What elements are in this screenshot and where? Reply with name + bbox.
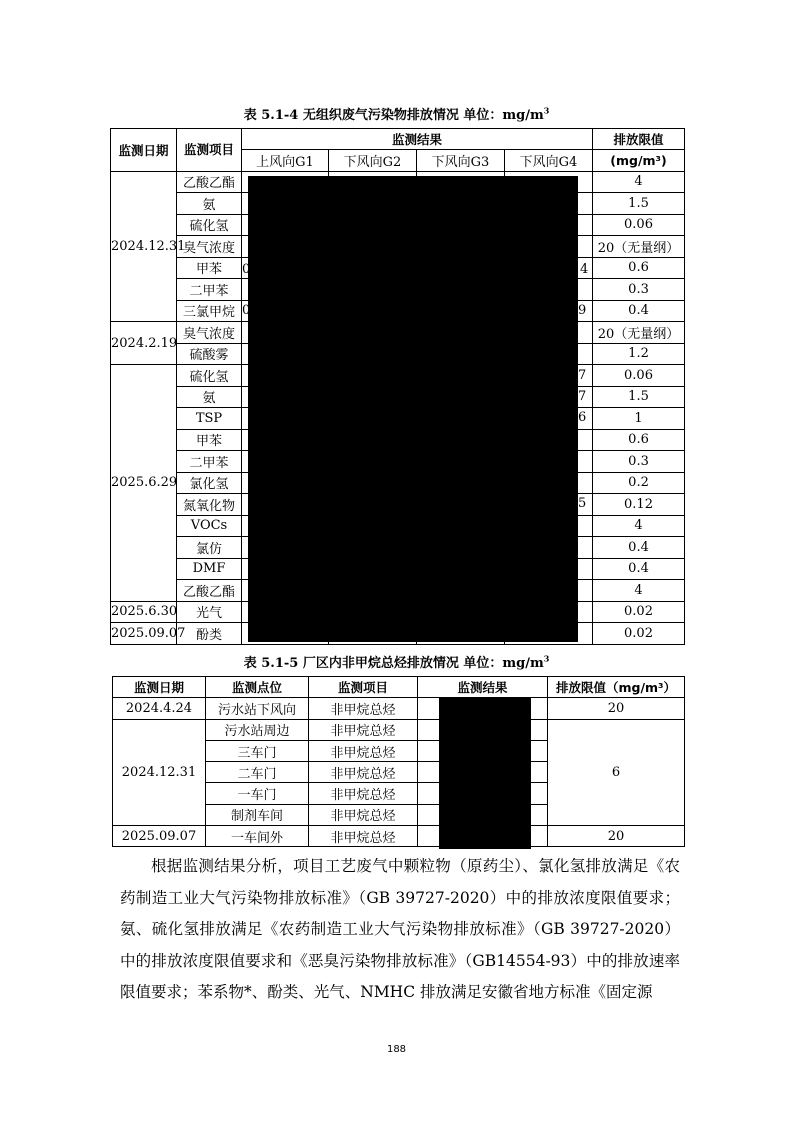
cell-limit: 6 [548,719,685,825]
cell-item: 非甲烷总烃 [309,719,418,740]
table1-caption-sup: 3 [543,105,550,116]
redaction-block-table1 [248,176,578,642]
cell-point: 一车间外 [206,826,309,847]
peek-digit: 7 [578,368,587,383]
cell-item: 光气 [177,601,242,623]
cell-limit: 1.2 [593,343,685,365]
cell-item: 二甲苯 [177,279,242,301]
peek-digit: 0 [242,262,251,277]
t2-header-item: 监测项目 [309,677,418,698]
cell-point: 污水站周边 [206,719,309,740]
peek-digit: 0 [242,303,251,318]
cell-limit: 0.4 [593,300,685,322]
cell-date: 2024.2.19 [111,322,177,365]
sub-header-g2: 下风向G2 [329,150,417,172]
cell-limit: 1.5 [593,193,685,215]
cell-limit: 20 [548,826,685,847]
peek-digit: 5 [578,496,587,511]
table2-caption-text: 表 5.1-5 厂区内非甲烷总烃排放情况 单位：mg/m [243,656,544,671]
cell-limit: 20（无量纲） [593,322,685,344]
cell-limit: 0.2 [593,472,685,494]
table1-caption [0,104,793,123]
cell-limit: 0.3 [593,279,685,301]
cell-point: 二车门 [206,762,309,783]
cell-item: 氯化氢 [177,472,242,494]
cell-item: 臭气浓度 [177,236,242,258]
peek-digit: 7 [578,389,587,404]
cell-item: 氨 [177,193,242,215]
nmhc-table [112,676,685,847]
cell-item: 非甲烷总烃 [309,783,418,804]
cell-item: 氯仿 [177,537,242,559]
cell-limit: 20 [548,698,685,719]
cell-item: DMF [177,558,242,580]
cell-limit: 1 [593,408,685,430]
cell-point: 三车门 [206,740,309,761]
col-header-result: 监测结果 [242,129,593,150]
cell-item: VOCs [177,515,242,537]
cell-limit: 0.02 [593,623,685,645]
sub-header-g3: 下风向G3 [417,150,505,172]
col-header-item: 监测项目 [177,129,242,172]
t2-header-date: 监测日期 [113,677,206,698]
cell-item: 硫化氢 [177,365,242,387]
cell-item: 非甲烷总烃 [309,740,418,761]
cell-point: 制剂车间 [206,804,309,825]
cell-limit: 0.3 [593,451,685,473]
table-row [113,719,685,740]
cell-item: 甲苯 [177,257,242,279]
cell-item: 非甲烷总烃 [309,804,418,825]
col-header-limit: 排放限值 [593,129,685,150]
table2-caption-sup: 3 [543,653,550,664]
table-row [113,698,685,719]
cell-point: 一车门 [206,783,309,804]
cell-limit: 0.02 [593,601,685,623]
cell-date: 2024.12.31 [113,719,206,825]
t2-header-result: 监测结果 [418,677,548,698]
cell-item: 非甲烷总烃 [309,762,418,783]
cell-limit: 0.4 [593,537,685,559]
cell-date: 2025.6.30 [111,601,177,623]
table-row [113,826,685,847]
sub-header-g4: 下风向G4 [505,150,593,172]
cell-limit: 0.4 [593,558,685,580]
cell-limit: 4 [593,580,685,602]
table2-caption [0,652,793,671]
cell-item: 酚类 [177,623,242,645]
cell-item: 甲苯 [177,429,242,451]
col-header-limit-unit: (mg/m³) [593,150,685,172]
cell-date: 2025.6.29 [111,365,177,602]
table1-caption-text: 表 5.1-4 无组织废气污染物排放情况 单位：mg/m [243,108,544,123]
peek-digit: 6 [578,410,587,425]
cell-item: 乙酸乙酯 [177,580,242,602]
cell-item: 二甲苯 [177,451,242,473]
cell-item: 臭气浓度 [177,322,242,344]
cell-limit: 1.5 [593,386,685,408]
cell-date: 2025.09.07 [113,826,206,847]
col-header-date: 监测日期 [111,129,177,172]
analysis-paragraph-text: 根据监测结果分析，项目工艺废气中颗粒物（原药尘）、氯化氢排放满足《农药制造工业大气污染物排放标准》（GB 39727-2020）中的排放浓度限值要求；氨、硫化氢排放满足《农药制造工业大气污染物排放标准》（GB 39727-2020）中的排放浓度限值要求和《恶臭污染物排放标准》（GB14554-93）中的排放速率限值要求；苯系物*、酚类、光气、NMHC 排放满足安徽省地方标准《固定源 [120,857,680,1001]
t2-header-point: 监测点位 [206,677,309,698]
page-number: 188 [386,1044,407,1055]
peek-digit: 4 [580,262,589,277]
cell-date: 2024.12.31 [111,171,177,322]
cell-limit: 20（无量纲） [593,236,685,258]
analysis-paragraph [120,851,680,1009]
redaction-block-table2 [439,698,531,849]
cell-item: 氮氧化物 [177,494,242,516]
cell-item: 非甲烷总烃 [309,826,418,847]
cell-item: 硫酸雾 [177,343,242,365]
cell-item: 硫化氢 [177,214,242,236]
cell-limit: 0.6 [593,257,685,279]
cell-item: 氨 [177,386,242,408]
cell-limit: 0.12 [593,494,685,516]
sub-header-g1: 上风向G1 [242,150,329,172]
cell-limit: 0.6 [593,429,685,451]
t2-header-limit: 排放限值（mg/m³） [548,677,685,698]
cell-item: 三氯甲烷 [177,300,242,322]
cell-limit: 0.06 [593,365,685,387]
cell-limit: 4 [593,515,685,537]
cell-item: 乙酸乙酯 [177,171,242,193]
cell-item: 非甲烷总烃 [309,698,418,719]
cell-limit: 0.06 [593,214,685,236]
cell-point: 污水站下风向 [206,698,309,719]
cell-date: 2025.09.07 [111,623,177,645]
peek-digit: 9 [578,303,587,318]
cell-date: 2024.4.24 [113,698,206,719]
cell-item: TSP [177,408,242,430]
cell-limit: 4 [593,171,685,193]
